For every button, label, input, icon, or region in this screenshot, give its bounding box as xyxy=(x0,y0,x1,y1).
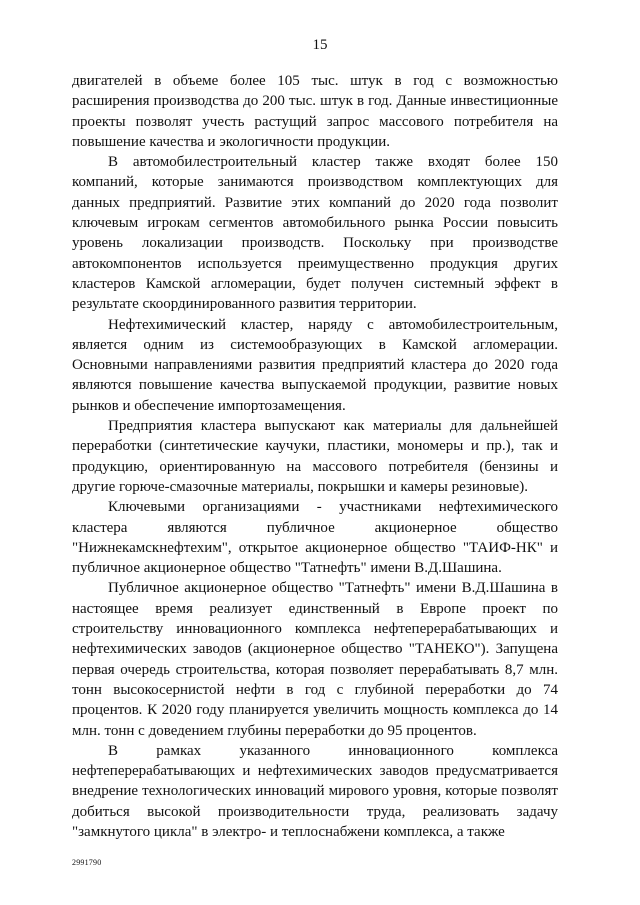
body-text xyxy=(72,71,558,842)
paragraph-4: Предприятия кластера выпускают как материалы для дальнейшей переработки (синтетические каучуки, пластики, мономеры и пр.), так и продукцию, ориентированную на массового потребителя (бензины и другие горюче-смазочные материалы, покрышки и камеры резиновые). xyxy=(72,418,558,495)
paragraph-1: двигателей в объеме более 105 тыс. штук в год с возможностью расширения производства до 200 тыс. штук в год. Данные инвестиционные проекты позволят учесть растущий запрос массового потребителя на повышение качества и экологичности продукции. xyxy=(72,73,558,150)
paragraph-6: Публичное акционерное общество "Татнефть" имени В.Д.Шашина в настоящее время реализует единственный в Европе проект по строительству инновационного комплекса нефтеперерабатывающих и нефтехимических заводов (акционерное общество "ТАНЕКО"). Запущена первая очередь строительства, которая позволяет перерабатывать 8,7 млн. тонн высокосернистой нефти в год с глубиной переработки до 74 процентов. К 2020 году планируется увеличить мощность комплекса до 14 млн. тонн с доведением глубины переработки до 95 процентов. xyxy=(72,580,558,739)
paragraph-5: Ключевыми организациями - участниками нефтехимического кластера являются публичное акционерное общество "Нижнекамскнефтехим", открытое акционерное общество "ТАИФ-НК" и публичное акционерное общество "Татнефть" имени В.Д.Шашина. xyxy=(72,499,558,577)
paragraph-3: Нефтехимический кластер, наряду с автомобилестроительным, является одним из системообразующих в Камской агломерации. Основными направлениями развития предприятий кластера до 2020 года являются повышение качества выпускаемой продукции, развитие новых рынков и обеспечение импортозамещения. xyxy=(72,316,558,414)
paragraph-7: В рамках указанного инновационного комплекса нефтеперерабатывающих и нефтехимических заводов предусматривается внедрение технологических инноваций мирового уровня, которые позволят добиться высокой производительности труда, реализовать задачу "замкнутого цикла" в электро- и теплоснабжени комплекса, а также xyxy=(72,742,558,840)
page-number: 15 xyxy=(312,37,328,53)
document-code: 2991790 xyxy=(72,858,102,867)
paragraph-2: В автомобилестроительный кластер также входят более 150 компаний, которые занимаются производством комплектующих для данных предприятий. Развитие этих компаний до 2020 года позволит ключевым игрокам сегментов автомобильного рынка России повысить уровень локализации производств. Поскольку при производстве автокомпонентов используется преимущественно продукция других кластеров Камской агломерации, будет получен системный эффект в результате скоординированного развития территории. xyxy=(72,154,558,313)
